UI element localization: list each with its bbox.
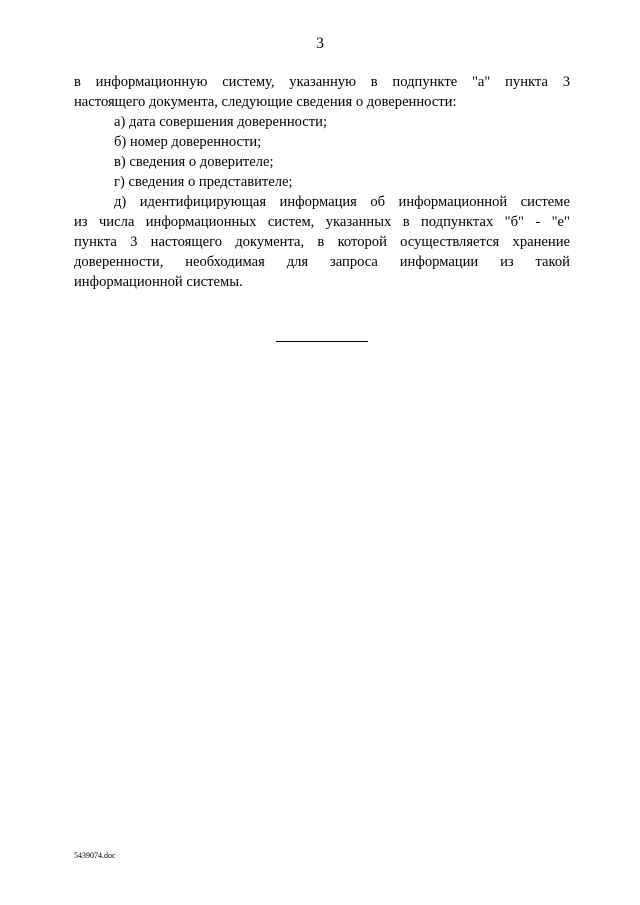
list-item-d: г) сведения о представителе; xyxy=(114,174,293,190)
list-item-e-line-3: пункта 3 настоящего документа, в которой осуществляется хранение xyxy=(74,234,570,250)
paragraph-intro-line-2: настоящего документа, следующие сведения о доверенности: xyxy=(74,94,457,110)
list-item-e-line-2: из числа информационных систем, указанных в подпунктах "б" - "е" xyxy=(74,214,570,230)
list-item-e-line-5: информационной системы. xyxy=(74,274,243,290)
list-item-e-line-1: д) идентифицирующая информация об информационной системе xyxy=(114,194,570,210)
list-item-e-line-4: доверенности, необходимая для запроса информации из такой xyxy=(74,254,570,270)
paragraph-intro-line-1: в информационную систему, указанную в подпункте "а" пункта 3 xyxy=(74,74,570,90)
page-number: 3 xyxy=(316,35,324,52)
footer-doc-code: 5439074.doc xyxy=(74,851,116,860)
document-body xyxy=(74,72,570,292)
list-item-c: в) сведения о доверителе; xyxy=(114,154,274,170)
end-separator-line xyxy=(276,341,368,342)
list-item-a: а) дата совершения доверенности; xyxy=(114,114,328,130)
list-item-b: б) номер доверенности; xyxy=(114,134,262,150)
